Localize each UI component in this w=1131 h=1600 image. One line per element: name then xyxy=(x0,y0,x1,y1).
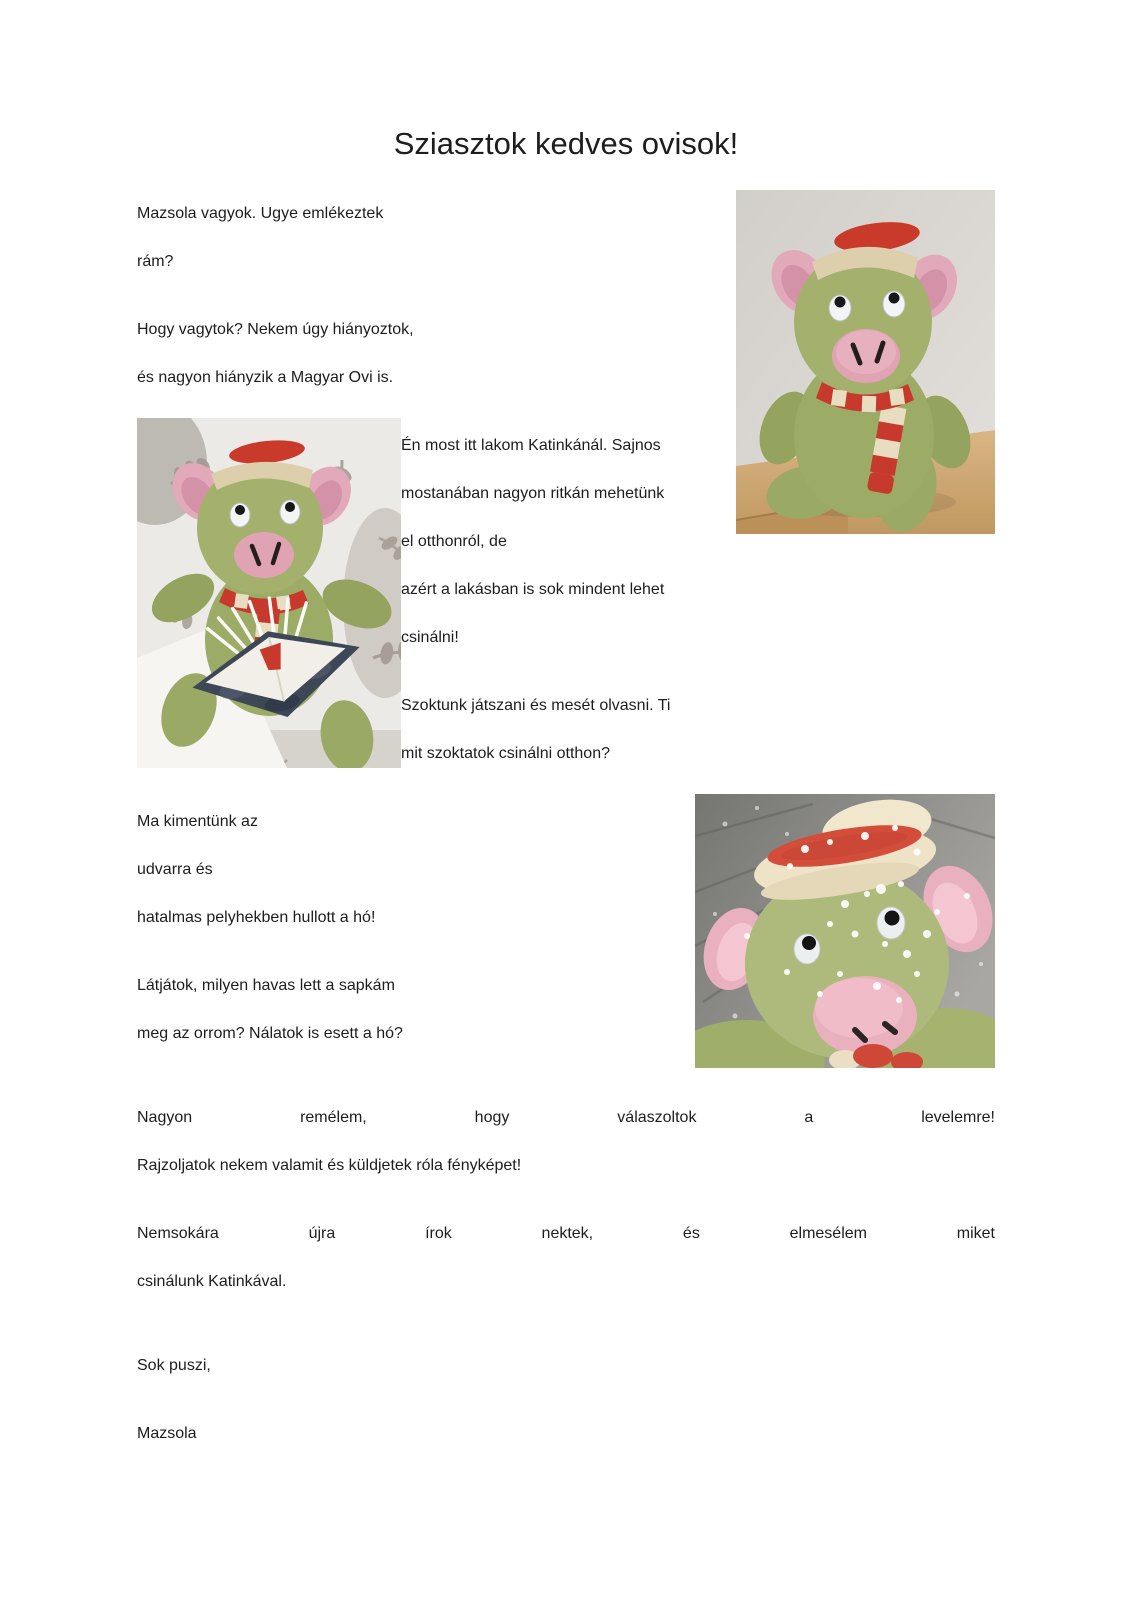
letter-line: Nemsokára újra írok nektek, és elmesélem miket xyxy=(137,1225,995,1242)
letter-line: Sok puszi, xyxy=(137,1357,211,1374)
letter-line: Hogy vagytok? Nekem úgy hiányoztok, xyxy=(137,321,414,338)
letter-line: Ma kimentünk az xyxy=(137,813,258,830)
letter-line: Mazsola vagyok. Ugye emlékeztek xyxy=(137,205,384,222)
letter-line: Szoktunk játszani és mesét olvasni. Ti xyxy=(401,697,671,714)
letter-line: Látjátok, milyen havas lett a sapkám xyxy=(137,977,395,994)
letter-title: Sziasztok kedves ovisok! xyxy=(393,126,739,161)
photo-pig-reading xyxy=(137,418,401,768)
letter-line: el otthonról, de xyxy=(401,533,507,550)
letter-line: meg az orrom? Nálatok is esett a hó? xyxy=(137,1025,403,1042)
letter-line: rám? xyxy=(137,253,174,270)
letter-line: Én most itt lakom Katinkánál. Sajnos xyxy=(401,437,661,454)
photo-pig-sitting xyxy=(736,190,995,534)
photo-pig-snow xyxy=(695,794,995,1068)
letter-line: azért a lakásban is sok mindent lehet xyxy=(401,581,665,598)
letter-line: mostanában nagyon ritkán mehetünk xyxy=(401,485,665,502)
letter-line: hatalmas pelyhekben hullott a hó! xyxy=(137,909,376,926)
letter-line: és nagyon hiányzik a Magyar Ovi is. xyxy=(137,369,394,386)
letter-line: csinálni! xyxy=(401,629,459,646)
pig-sitting-illustration xyxy=(736,190,995,534)
pig-reading-illustration xyxy=(137,418,401,768)
pig-snow-illustration xyxy=(695,794,995,1068)
letter-line: mit szoktatok csinálni otthon? xyxy=(401,745,610,762)
letter-line: Nagyon remélem, hogy válaszoltok a levelemre! xyxy=(137,1109,995,1126)
letter-line: csinálunk Katinkával. xyxy=(137,1273,287,1290)
letter-line: Rajzoljatok nekem valamit és küldjetek róla fényképet! xyxy=(137,1157,522,1174)
letter-line: udvarra és xyxy=(137,861,213,878)
letter-line: Mazsola xyxy=(137,1425,197,1442)
